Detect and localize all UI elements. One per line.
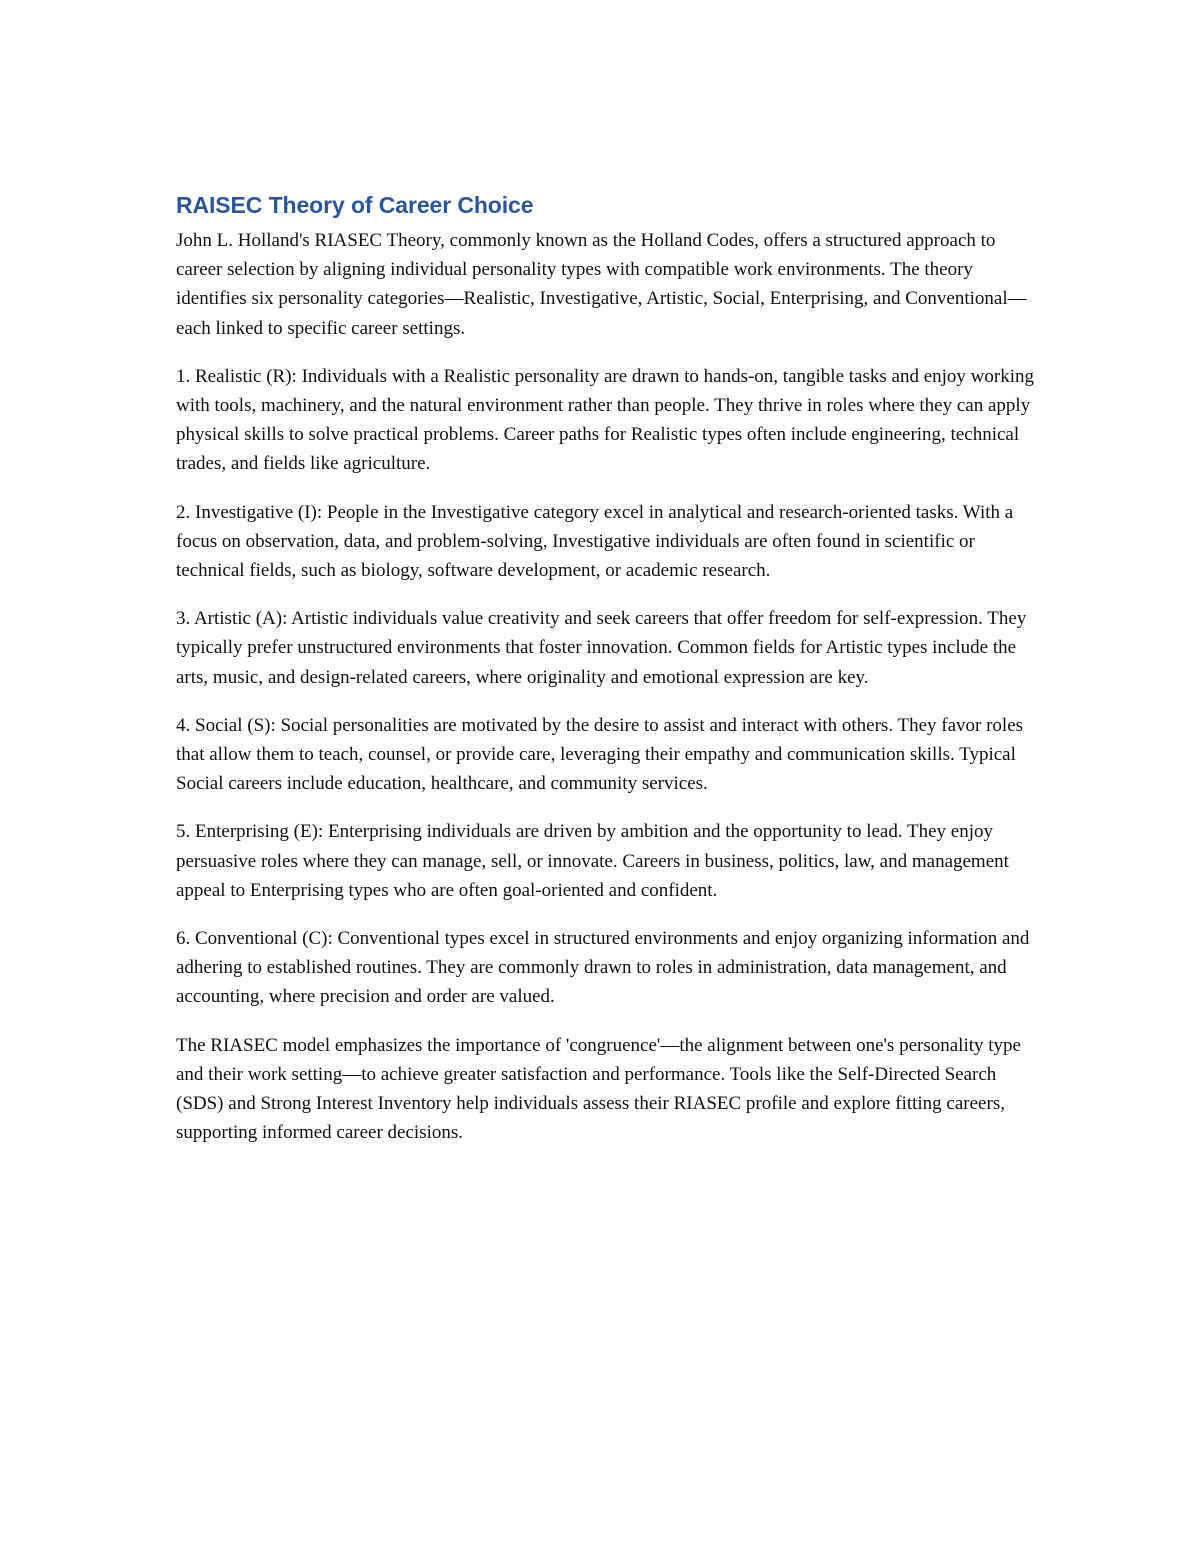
conventional-paragraph: 6. Conventional (C): Conventional types excel in structured environments and enjoy organizing information and adhering to established routines. They are commonly drawn to roles in administration, data management, and accounting, where precision and order are valued. xyxy=(176,928,1030,1008)
investigative-paragraph: 2. Investigative (I): People in the Investigative category excel in analytical and research-oriented tasks. With a focus on observation, data, and problem-solving, Investigative individuals are often found in scientific or technical fields, such as biology, software development, or academic research. xyxy=(176,501,1014,582)
intro-paragraph: John L. Holland's RIASEC Theory, commonly known as the Holland Codes, offers a structured approach to career selection by aligning individual personality types with compatible work environments. The theory identifies six personality categories—Realistic, Investigative, Artistic, Social, Enterprising, and Conventional—each linked to specific career settings. xyxy=(176,230,1027,339)
document-body xyxy=(176,190,1036,1166)
conclusion-paragraph: The RIASEC model emphasizes the importance of 'congruence'—the alignment between one's personality type and their work setting—to achieve greater satisfaction and performance. Tools like the Self-Directed Search (SDS) and Strong Interest Inventory help individuals assess their RIASEC profile and explore fitting careers, supporting informed career decisions. xyxy=(176,1034,1021,1144)
artistic-paragraph: 3. Artistic (A): Artistic individuals value creativity and seek careers that offer freedom for self-expression. They typically prefer unstructured environments that foster innovation. Common fields for Artistic types include the arts, music, and design-related careers, where originality and emotional expression are key. xyxy=(176,608,1027,688)
realistic-paragraph: 1. Realistic (R): Individuals with a Realistic personality are drawn to hands-on, tangible tasks and enjoy working with tools, machinery, and the natural environment rather than people. They thrive in roles where they can apply physical skills to solve practical problems. Career paths for Realistic types often include engineering, technical trades, and fields like agriculture. xyxy=(176,365,1034,475)
document-title: RAISEC Theory of Career Choice xyxy=(176,192,534,218)
enterprising-paragraph: 5. Enterprising (E): Enterprising individuals are driven by ambition and the opportunity to lead. They enjoy persuasive roles where they can manage, sell, or innovate. Careers in business, politics, law, and management appeal to Enterprising types who are often goal-oriented and confident. xyxy=(176,821,1009,901)
social-paragraph: 4. Social (S): Social personalities are motivated by the desire to assist and interact with others. They favor roles that allow them to teach, counsel, or provide care, leveraging their empathy and communication skills. Typical Social careers include education, healthcare, and community services. xyxy=(176,714,1024,795)
